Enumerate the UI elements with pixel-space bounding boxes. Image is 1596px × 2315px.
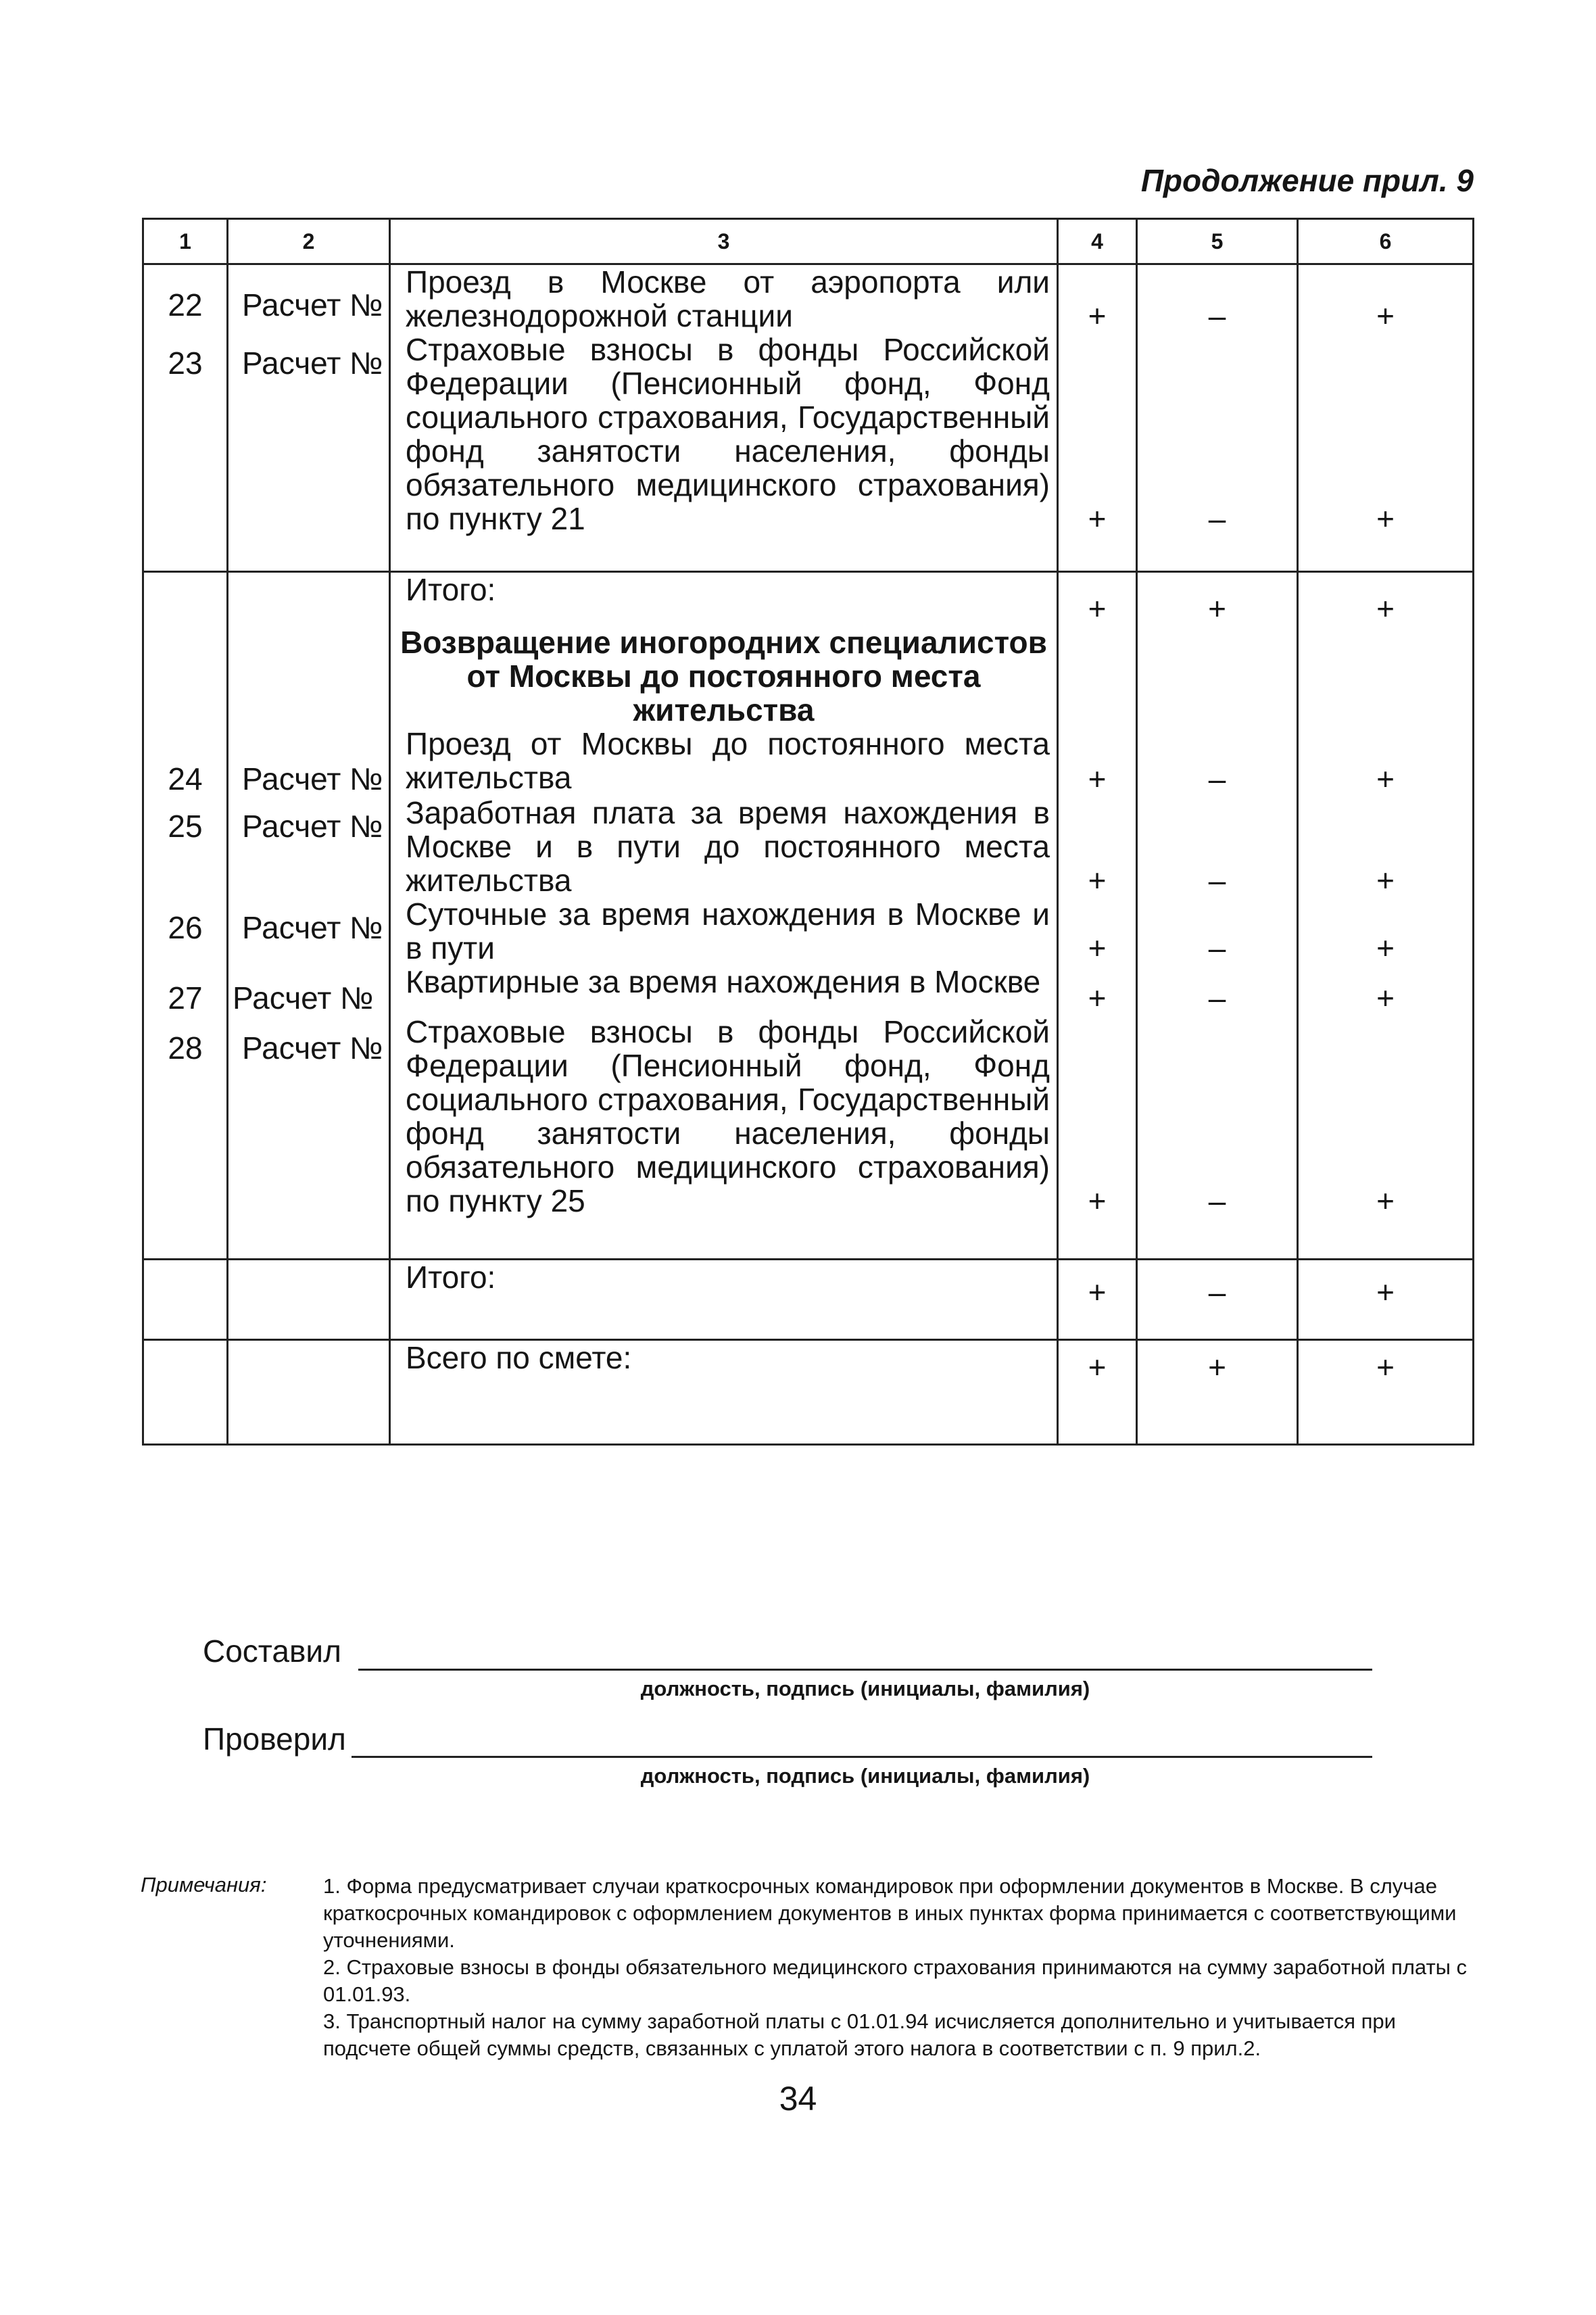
subtotal-col6: + bbox=[1298, 1260, 1474, 1340]
row-description: Заработная плата за время нахождения в Москве и в пути до постоянного места жительства bbox=[390, 796, 1058, 897]
row-document: Расчет № bbox=[228, 796, 390, 897]
row-description: Проезд от Москвы до постоянного места жительства bbox=[390, 727, 1058, 796]
column-header: 5 bbox=[1137, 219, 1298, 264]
row-col6: + bbox=[1298, 965, 1474, 1015]
estimate-table bbox=[142, 218, 1474, 1446]
row-col5: – bbox=[1137, 796, 1298, 897]
row-col5: – bbox=[1137, 897, 1298, 965]
total-col5: + bbox=[1137, 1340, 1298, 1445]
subtotal-row bbox=[143, 1260, 1474, 1340]
row-col6: + bbox=[1298, 796, 1474, 897]
subtotal-label: Итого: bbox=[390, 572, 1058, 626]
column-header: 3 bbox=[390, 219, 1058, 264]
note-item: 2. Страховые взносы в фонды обязательного медицинского страхования принимаются на сумму заработной платы с 01.01.93. bbox=[323, 1955, 1468, 2006]
subtotal-col5: + bbox=[1137, 572, 1298, 626]
subtotal-label: Итого: bbox=[390, 1260, 1058, 1340]
row-number: 23 bbox=[143, 333, 228, 572]
row-col4: + bbox=[1058, 333, 1137, 572]
column-header: 1 bbox=[143, 219, 228, 264]
row-col4: + bbox=[1058, 897, 1137, 965]
compiled-caption: должность, подпись (инициалы, фамилия) bbox=[640, 1677, 1090, 1700]
row-document: Расчет № bbox=[228, 727, 390, 796]
row-document: Расчет № bbox=[228, 965, 390, 1015]
total-row bbox=[143, 1340, 1474, 1445]
row-description: Страховые взносы в фонды Российской Федерации (Пенсионный фонд, Фонд социального страхования, Государственный фонд занятости населения, фонды обязательного медицинского страхования) по пункту 25 bbox=[390, 1015, 1058, 1260]
subtotal-col4: + bbox=[1058, 572, 1137, 626]
compiled-signature-line bbox=[358, 1669, 1372, 1671]
column-header: 2 bbox=[228, 219, 390, 264]
total-col4: + bbox=[1058, 1340, 1137, 1445]
row-document: Расчет № bbox=[228, 333, 390, 572]
note-item: 3. Транспортный налог на сумму заработной платы с 01.01.94 исчисляется дополнительно и учитывается при подсчете общей суммы средств, связанных с уплатой этого налога в соответствии с п. 9 прил.2. bbox=[323, 2009, 1396, 2060]
total-col6: + bbox=[1298, 1340, 1474, 1445]
row-col4: + bbox=[1058, 1015, 1137, 1260]
row-document: Расчет № bbox=[228, 264, 390, 333]
row-number: 28 bbox=[143, 1015, 228, 1260]
row-col6: + bbox=[1298, 333, 1474, 572]
subtotal-row bbox=[143, 572, 1474, 626]
row-number: 27 bbox=[143, 965, 228, 1015]
continuation-header: Продолжение прил. 9 bbox=[1140, 163, 1474, 198]
column-header: 6 bbox=[1298, 219, 1474, 264]
subtotal-col6: + bbox=[1298, 572, 1474, 626]
row-col5: – bbox=[1137, 264, 1298, 333]
notes-label: Примечания: bbox=[141, 1873, 267, 1896]
row-description: Проезд в Москве от аэропорта или железнодорожной станции bbox=[390, 264, 1058, 333]
subtotal-col4: + bbox=[1058, 1260, 1137, 1340]
row-col4: + bbox=[1058, 727, 1137, 796]
row-description: Суточные за время нахождения в Москве и в пути bbox=[390, 897, 1058, 965]
table-row bbox=[143, 264, 1474, 333]
compiled-label: Составил bbox=[203, 1633, 341, 1669]
notes bbox=[323, 1873, 1480, 2062]
row-col6: + bbox=[1298, 1015, 1474, 1260]
row-col4: + bbox=[1058, 965, 1137, 1015]
row-col4: + bbox=[1058, 796, 1137, 897]
row-number: 22 bbox=[143, 264, 228, 333]
row-description: Квартирные за время нахождения в Москве bbox=[390, 965, 1058, 1015]
row-col5: – bbox=[1137, 727, 1298, 796]
note-item: 1. Форма предусматривает случаи краткосрочных командировок при оформлении документов в Москве. В случае краткосрочных командировок с оформлением документов в иных пунктах форма принимается с соответствующими уточнениями. bbox=[323, 1874, 1457, 1952]
section-row bbox=[143, 625, 1474, 727]
table-row bbox=[143, 1015, 1474, 1260]
page-number: 34 bbox=[779, 2080, 817, 2118]
row-col6: + bbox=[1298, 897, 1474, 965]
row-number: 24 bbox=[143, 727, 228, 796]
row-number: 25 bbox=[143, 796, 228, 897]
checked-caption: должность, подпись (инициалы, фамилия) bbox=[640, 1764, 1090, 1788]
table-row bbox=[143, 897, 1474, 965]
row-col6: + bbox=[1298, 264, 1474, 333]
row-document: Расчет № bbox=[228, 1015, 390, 1260]
row-col6: + bbox=[1298, 727, 1474, 796]
row-col5: – bbox=[1137, 965, 1298, 1015]
subtotal-col5: – bbox=[1137, 1260, 1298, 1340]
row-number: 26 bbox=[143, 897, 228, 965]
checked-label: Проверил bbox=[203, 1721, 346, 1757]
table-row bbox=[143, 965, 1474, 1015]
row-description: Страховые взносы в фонды Российской Федерации (Пенсионный фонд, Фонд социального страхования, Государственный фонд занятости населения, фонды обязательного медицинского страхования) по пункту 21 bbox=[390, 333, 1058, 572]
row-col5: – bbox=[1137, 333, 1298, 572]
table-row bbox=[143, 727, 1474, 796]
column-header: 4 bbox=[1058, 219, 1137, 264]
total-label: Всего по смете: bbox=[390, 1340, 1058, 1445]
table-row bbox=[143, 796, 1474, 897]
row-col4: + bbox=[1058, 264, 1137, 333]
checked-signature-line bbox=[352, 1756, 1372, 1758]
row-document: Расчет № bbox=[228, 897, 390, 965]
section-title: Возвращение иногородних специалистов от Москвы до постоянного места жительства bbox=[390, 625, 1058, 727]
row-col5: – bbox=[1137, 1015, 1298, 1260]
table-row bbox=[143, 333, 1474, 572]
table-header-row bbox=[143, 219, 1474, 264]
